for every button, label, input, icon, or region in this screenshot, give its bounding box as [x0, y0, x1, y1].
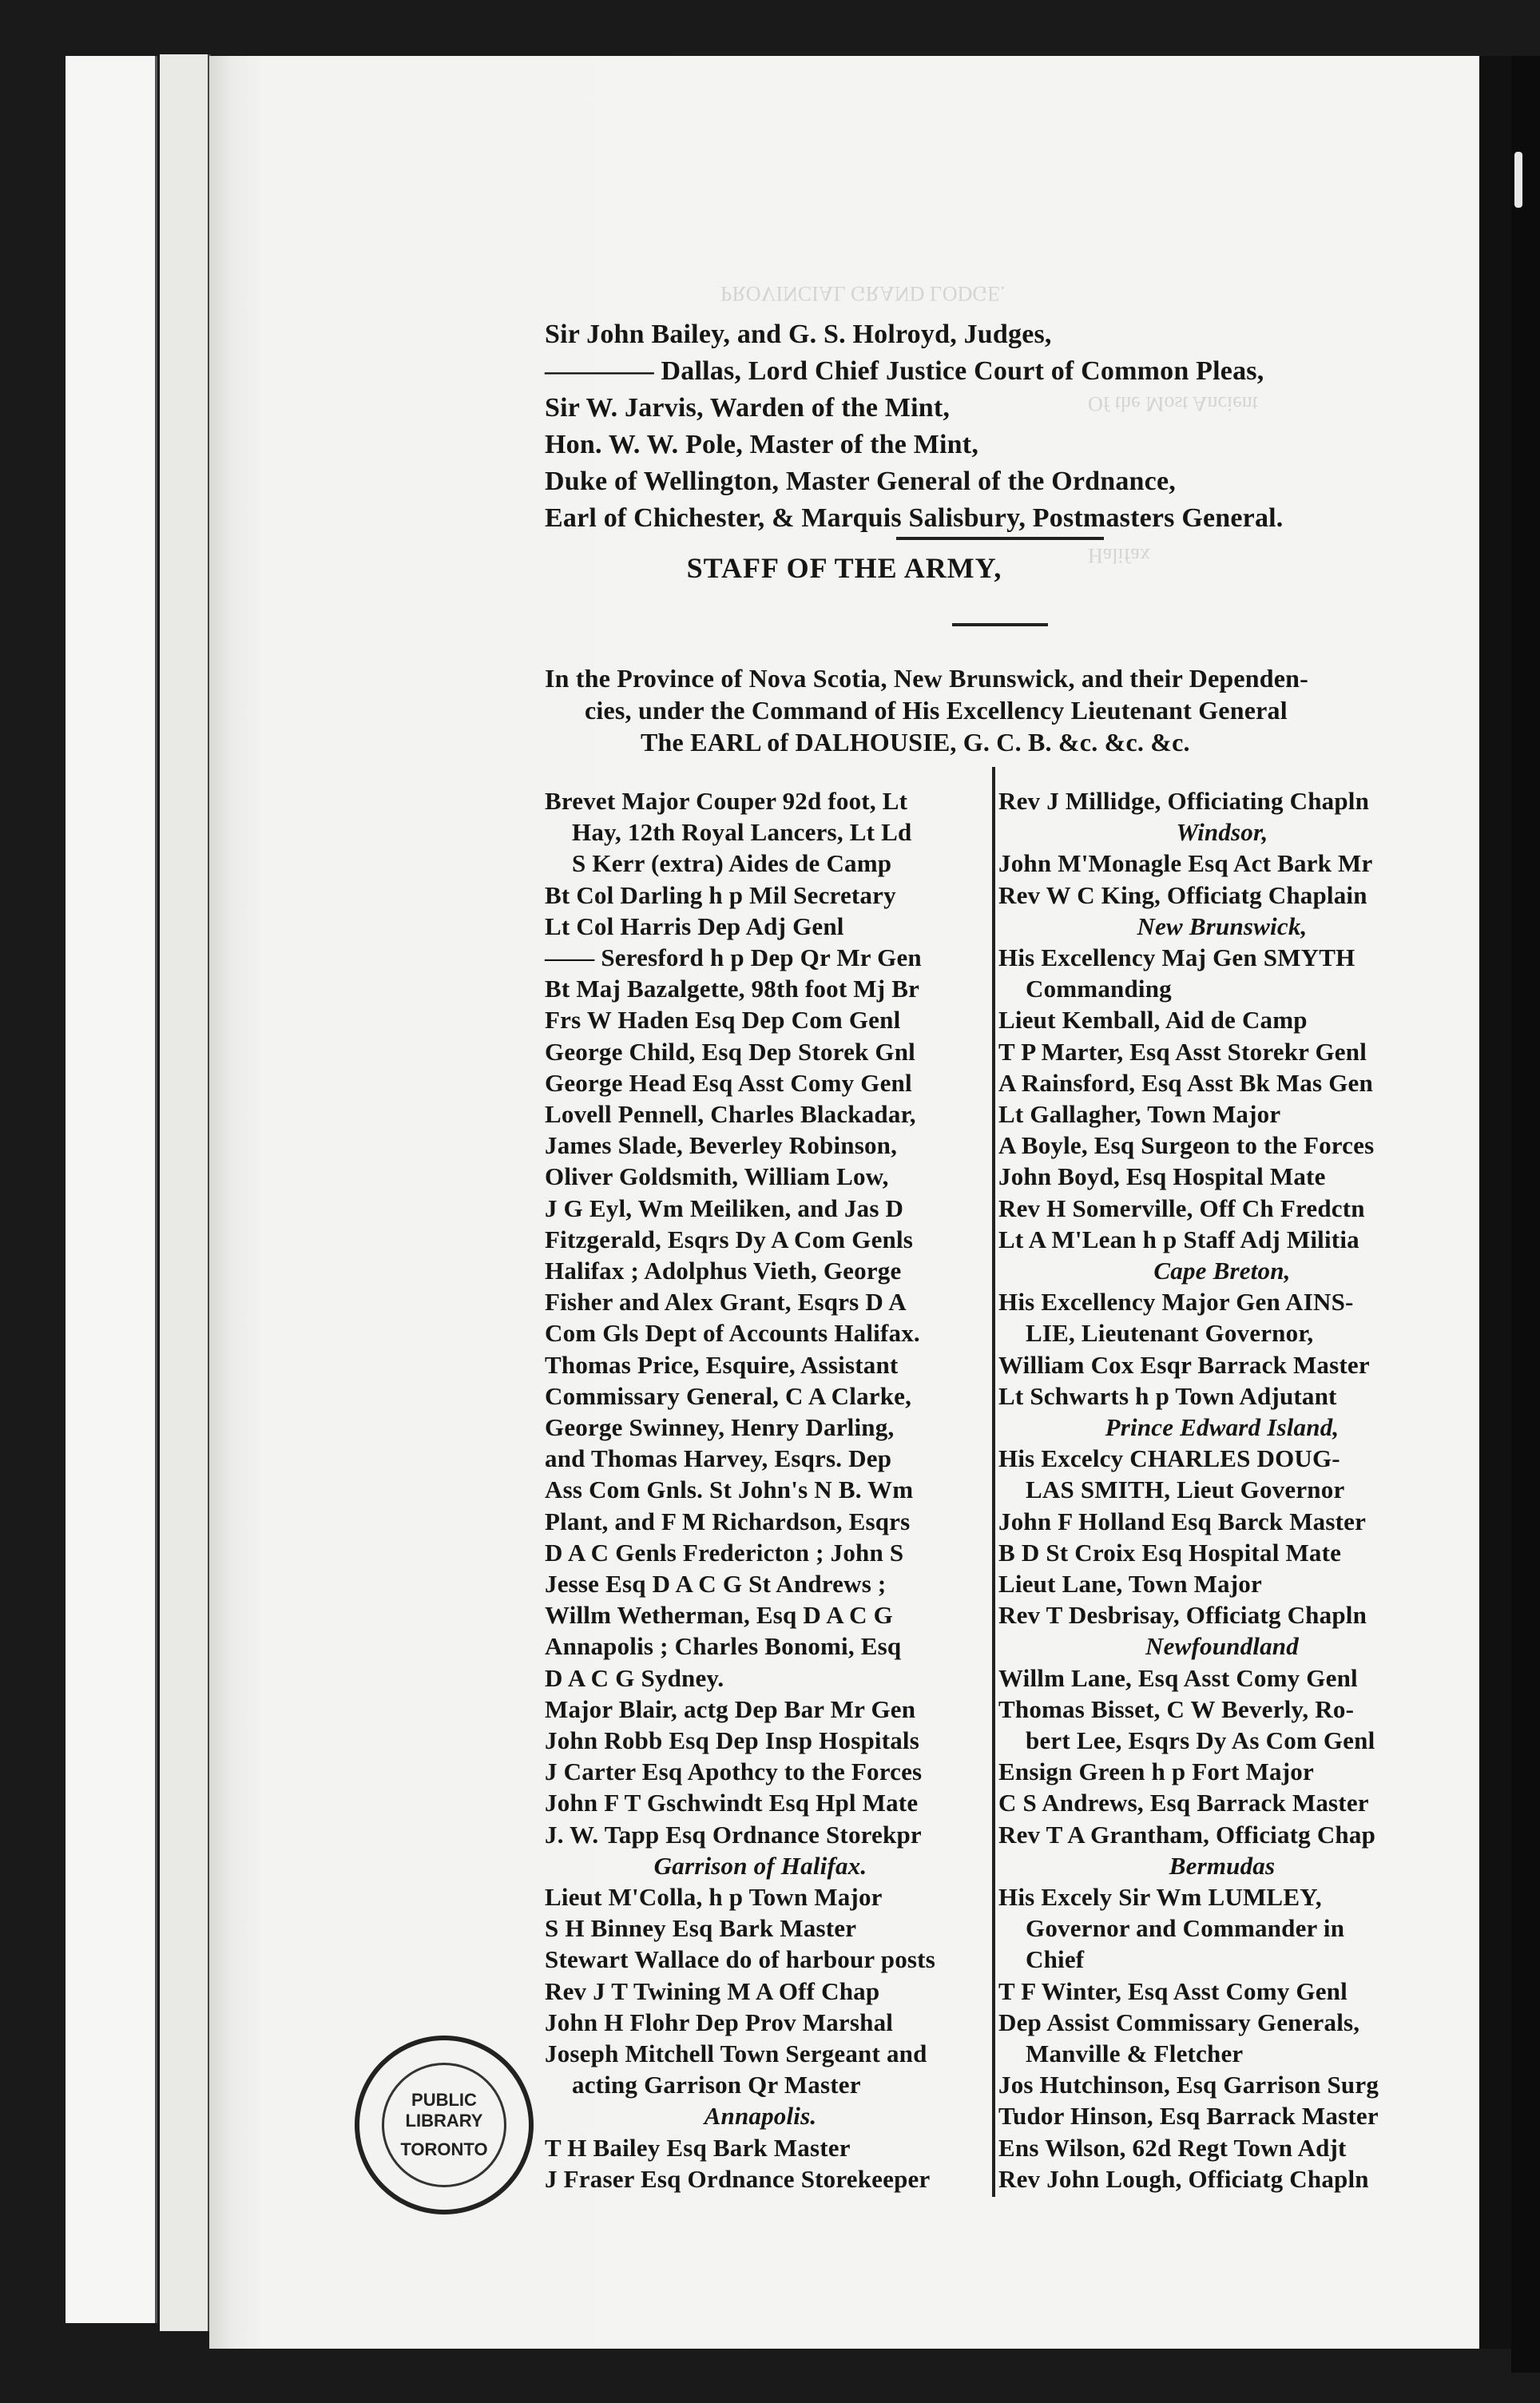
- staff-entry-line: S Kerr (extra) Aides de Camp: [572, 849, 892, 878]
- header-line: Hon. W. W. Pole, Master of the Mint,: [545, 430, 979, 459]
- staff-entry-line: Manville & Fletcher: [1026, 2040, 1244, 2067]
- place-subheading: Bermudas: [1169, 1851, 1276, 1880]
- staff-entry-line: Rev John Lough, Officiatg Chapln: [998, 2164, 1369, 2193]
- staff-entry-line: Fitzgerald, Esqrs Dy A Com Genls: [545, 1225, 914, 1253]
- staff-entry-line: Frs W Haden Esq Dep Com Genl: [545, 1006, 901, 1035]
- section-heading: STAFF OF THE ARMY,: [686, 552, 1002, 584]
- place-subheading: Newfoundland: [1145, 1632, 1299, 1661]
- staff-entry-line: Rev H Somerville, Off Ch Fredctn: [998, 1194, 1365, 1222]
- staff-entry-line: John Robb Esq Dep Insp Hospitals: [545, 1726, 920, 1754]
- staff-entry-line: Lieut Kemball, Aid de Camp: [998, 1006, 1308, 1035]
- staff-entry-line: J Fraser Esq Ordnance Storekeeper: [545, 2164, 931, 2193]
- staff-entry-line: Stewart Wallace do of harbour posts: [545, 1945, 935, 1974]
- place-subheading: Cape Breton,: [1153, 1257, 1291, 1285]
- staff-entry-line: Governor and Commander in: [1026, 1914, 1345, 1943]
- intro-line: The EARL of DALHOUSIE, G. C. B. &c. &c. &c.: [641, 728, 1190, 757]
- staff-entry-line: B D St Croix Esq Hospital Mate: [998, 1538, 1342, 1567]
- staff-entry-line: C S Andrews, Esq Barrack Master: [998, 1789, 1369, 1817]
- staff-entry-line: John F Holland Esq Barck Master: [998, 1507, 1367, 1535]
- staff-entry-line: LAS SMITH, Lieut Governor: [1026, 1476, 1345, 1504]
- intro-line: In the Province of Nova Scotia, New Brunswick, and their Dependen-: [545, 664, 1309, 693]
- background-right: [1511, 56, 1540, 2373]
- staff-entry-line: John F T Gschwindt Esq Hpl Mate: [545, 1789, 919, 1817]
- page-stack-edge: [65, 56, 157, 2323]
- stamp-top-text: PUBLIC LIBRARY: [405, 2090, 483, 2131]
- staff-entry-line: John M'Monagle Esq Act Bark Mr: [998, 849, 1373, 878]
- staff-entry-line: —— Seresford h p Dep Qr Mr Gen: [545, 943, 922, 971]
- staff-entry-line: Lt Schwarts h p Town Adjutant: [998, 1381, 1337, 1410]
- staff-entry-line: Lt Gallagher, Town Major: [998, 1100, 1281, 1128]
- staff-entry-line: T F Winter, Esq Asst Comy Genl: [998, 1976, 1348, 2005]
- staff-entry-line: J G Eyl, Wm Meiliken, and Jas D: [545, 1194, 904, 1222]
- place-subheading: Prince Edward Island,: [1105, 1413, 1340, 1441]
- staff-entry-line: John H Flohr Dep Prov Marshal: [545, 2008, 894, 2036]
- header-line: ———— Dallas, Lord Chief Justice Court of Common Pleas,: [545, 356, 1264, 386]
- staff-entry-line: Rev T A Grantham, Officiatg Chap: [998, 1820, 1376, 1849]
- staff-entry-line: Lt Col Harris Dep Adj Genl: [545, 912, 844, 940]
- header-line: Earl of Chichester, & Marquis Salisbury, Postmasters General.: [545, 503, 1284, 533]
- staff-entry-line: J Carter Esq Apothcy to the Forces: [545, 1758, 923, 1786]
- staff-entry-line: His Excellency Major Gen AINS-: [998, 1288, 1354, 1317]
- page-stack-edge-inner: [160, 54, 211, 2331]
- staff-entry-line: D A C G Sydney.: [545, 1663, 724, 1692]
- staff-entry-line: Com Gls Dept of Accounts Halifax.: [545, 1319, 920, 1348]
- staff-entry-line: Ens Wilson, 62d Regt Town Adjt: [998, 2133, 1347, 2162]
- staff-entry-line: Lt A M'Lean h p Staff Adj Militia: [998, 1225, 1359, 1253]
- staff-entry-line: D A C Genls Fredericton ; John S: [545, 1538, 904, 1567]
- staff-entry-line: His Excely Sir Wm LUMLEY,: [998, 1883, 1322, 1911]
- staff-entry-line: James Slade, Beverley Robinson,: [545, 1131, 898, 1160]
- staff-entry-line: Oliver Goldsmith, William Low,: [545, 1162, 889, 1191]
- page-gutter: [1479, 56, 1511, 2349]
- rule-middle: [952, 623, 1048, 626]
- staff-entry-line: Chief: [1026, 1945, 1085, 1974]
- staff-entry-line: Major Blair, actg Dep Bar Mr Gen: [545, 1694, 916, 1723]
- header-line: Duke of Wellington, Master General of the Ordnance,: [545, 467, 1176, 496]
- staff-entry-line: Willm Lane, Esq Asst Comy Genl: [998, 1663, 1358, 1692]
- staff-entry-line: Lieut Lane, Town Major: [998, 1570, 1262, 1598]
- staff-entry-line: Tudor Hinson, Esq Barrack Master: [998, 2102, 1379, 2131]
- staff-entry-line: George Swinney, Henry Darling,: [545, 1413, 895, 1441]
- show-through-text: Of the Most Ancient: [1088, 392, 1259, 415]
- staff-entry-line: Ass Com Gnls. St John's N B. Wm: [545, 1476, 914, 1504]
- place-subheading: Garrison of Halifax.: [653, 1851, 867, 1880]
- staff-entry-line: Lieut M'Colla, h p Town Major: [545, 1883, 883, 1911]
- staff-entry-line: Halifax ; Adolphus Vieth, George: [545, 1257, 902, 1285]
- show-through-text: Halifax: [1088, 544, 1150, 567]
- header-line: Sir W. Jarvis, Warden of the Mint,: [545, 393, 951, 423]
- staff-entry-line: Lovell Pennell, Charles Blackadar,: [545, 1100, 916, 1128]
- staff-entry-line: T P Marter, Esq Asst Storekr Genl: [998, 1037, 1367, 1066]
- staff-entry-line: His Excellency Maj Gen SMYTH: [998, 943, 1355, 971]
- staff-entry-line: Commissary General, C A Clarke,: [545, 1381, 912, 1410]
- staff-entry-line: John Boyd, Esq Hospital Mate: [998, 1162, 1326, 1191]
- column-divider: [992, 767, 995, 2197]
- staff-entry-line: Hay, 12th Royal Lancers, Lt Ld: [572, 818, 912, 847]
- rule-top: [896, 537, 1104, 540]
- staff-entry-line: A Rainsford, Esq Asst Bk Mas Gen: [998, 1068, 1373, 1097]
- stamp-bottom-text: TORONTO: [400, 2139, 488, 2159]
- staff-entry-line: and Thomas Harvey, Esqrs. Dep: [545, 1444, 892, 1473]
- staff-entry-line: S H Binney Esq Bark Master: [545, 1914, 857, 1943]
- staff-entry-line: Rev J Millidge, Officiating Chapln: [998, 787, 1370, 815]
- staff-entry-line: George Head Esq Asst Comy Genl: [545, 1068, 912, 1097]
- staff-entry-line: Plant, and F M Richardson, Esqrs: [545, 1507, 911, 1535]
- library-stamp: [355, 2036, 534, 2214]
- header-line: Sir John Bailey, and G. S. Holroyd, Judges,: [545, 320, 1052, 349]
- staff-entry-line: Commanding: [1026, 975, 1172, 1003]
- place-subheading: Windsor,: [1176, 818, 1268, 847]
- staff-entry-line: T H Bailey Esq Bark Master: [545, 2133, 851, 2162]
- staff-entry-line: Dep Assist Commissary Generals,: [998, 2008, 1360, 2036]
- staff-entry-line: Fisher and Alex Grant, Esqrs D A: [545, 1288, 907, 1317]
- place-subheading: Annapolis.: [704, 2102, 817, 2131]
- staff-entry-line: Rev T Desbrisay, Officiatg Chapln: [998, 1601, 1367, 1630]
- staff-entry-line: acting Garrison Qr Master: [572, 2071, 861, 2099]
- staff-entry-line: Bt Maj Bazalgette, 98th foot Mj Br: [545, 975, 920, 1003]
- staff-entry-line: Brevet Major Couper 92d foot, Lt: [545, 787, 908, 815]
- staff-entry-line: J. W. Tapp Esq Ordnance Storekpr: [545, 1820, 922, 1849]
- staff-entry-line: Joseph Mitchell Town Sergeant and: [545, 2040, 927, 2067]
- intro-line: cies, under the Command of His Excellency Lieutenant General: [585, 696, 1288, 725]
- staff-entry-line: A Boyle, Esq Surgeon to the Forces: [998, 1131, 1375, 1160]
- staff-entry-line: Jesse Esq D A C G St Andrews ;: [545, 1570, 887, 1598]
- staff-entry-line: Annapolis ; Charles Bonomi, Esq: [545, 1632, 902, 1661]
- place-subheading: New Brunswick,: [1137, 912, 1308, 940]
- staff-entry-line: His Excelcy CHARLES DOUG-: [998, 1444, 1340, 1473]
- staff-entry-line: Bt Col Darling h p Mil Secretary: [545, 880, 896, 909]
- staff-entry-line: Thomas Price, Esquire, Assistant: [545, 1350, 899, 1379]
- staff-entry-line: LIE, Lieutenant Governor,: [1026, 1319, 1314, 1348]
- staff-entry-line: Rev J T Twining M A Off Chap: [545, 1976, 880, 2005]
- staff-entry-line: William Cox Esqr Barrack Master: [998, 1350, 1370, 1379]
- book-page: [209, 56, 1479, 2349]
- show-through-text: PROVINCIAL GRAND LODGE.: [720, 282, 1006, 305]
- staff-entry-line: bert Lee, Esqrs Dy As Com Genl: [1026, 1726, 1375, 1754]
- staff-entry-line: George Child, Esq Dep Storek Gnl: [545, 1037, 915, 1066]
- staff-entry-line: Rev W C King, Officiatg Chaplain: [998, 880, 1367, 909]
- staff-entry-line: Ensign Green h p Fort Major: [998, 1758, 1314, 1786]
- facing-page-mark: [1514, 152, 1522, 208]
- staff-entry-line: Jos Hutchinson, Esq Garrison Surg: [998, 2071, 1379, 2099]
- staff-entry-line: Thomas Bisset, C W Beverly, Ro-: [998, 1694, 1355, 1723]
- library-stamp-inner: [382, 2063, 506, 2187]
- staff-entry-line: Willm Wetherman, Esq D A C G: [545, 1601, 893, 1630]
